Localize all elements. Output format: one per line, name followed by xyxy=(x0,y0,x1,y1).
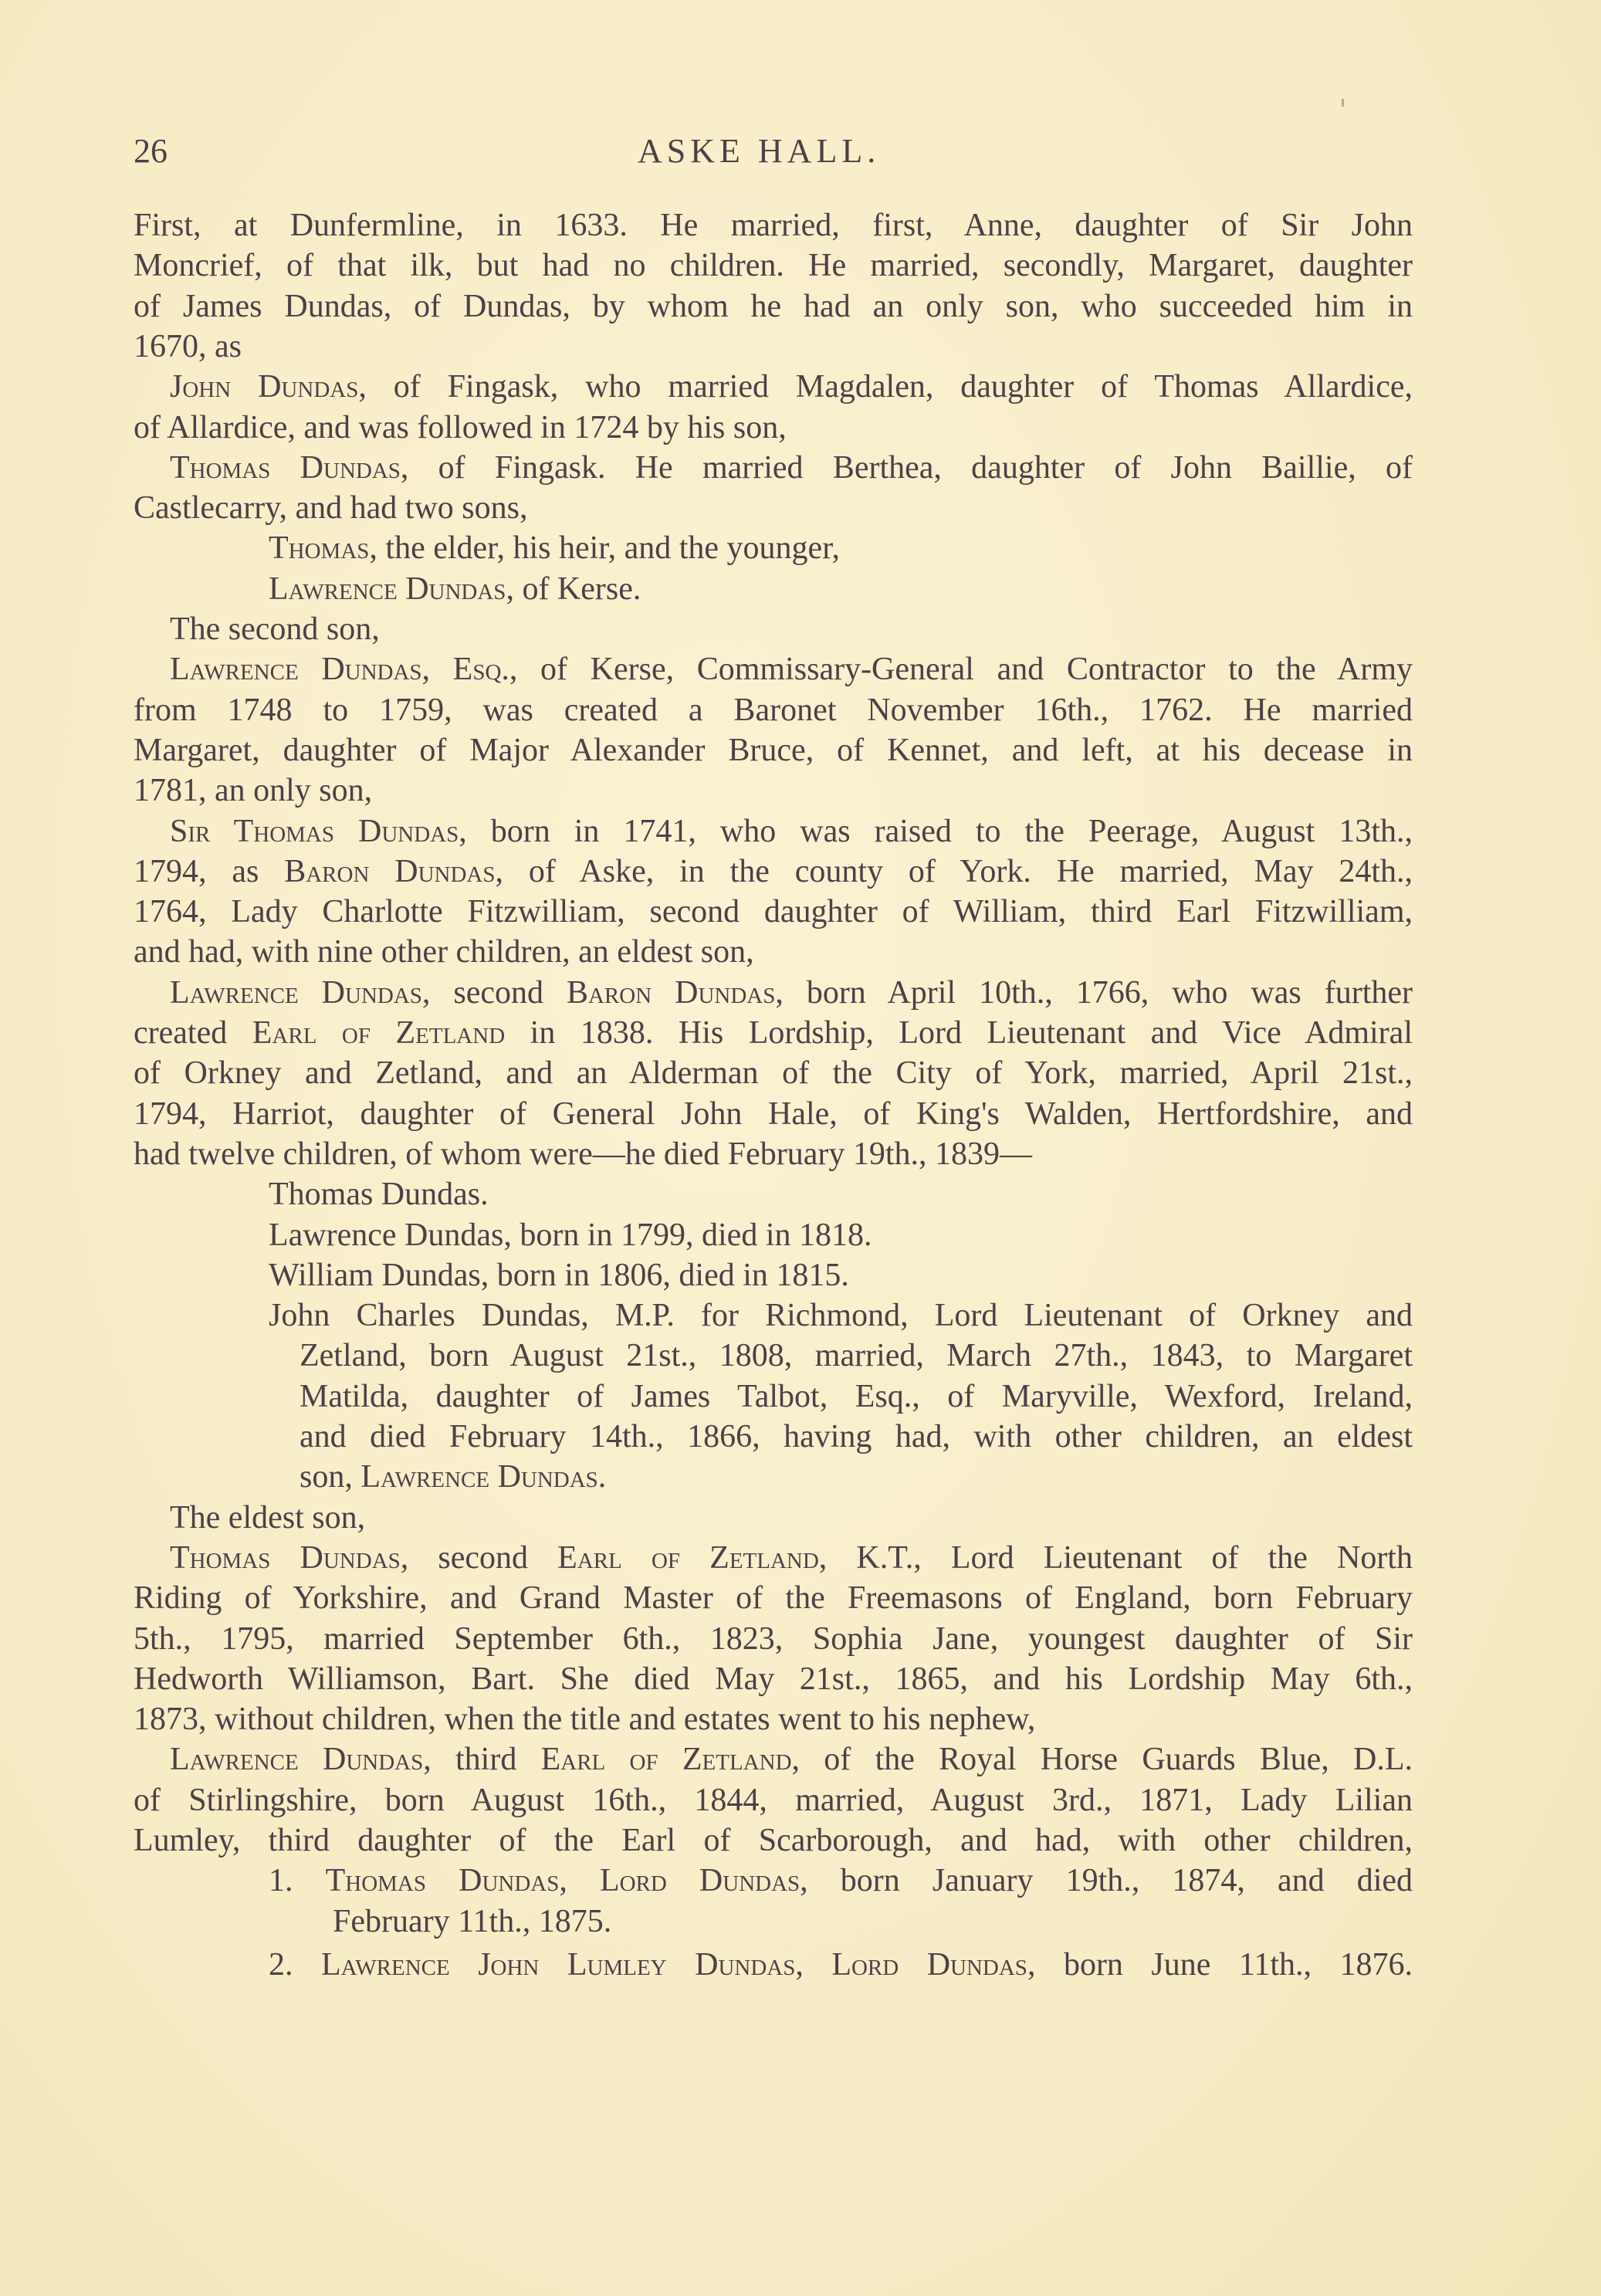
small-caps-name: Lawrence Dundas xyxy=(170,1742,424,1778)
small-caps-name: Lawrence Dundas xyxy=(269,571,506,607)
text-line xyxy=(134,690,1413,730)
text-run: 1. xyxy=(269,1863,326,1899)
small-caps-name: Baron Dundas xyxy=(566,974,776,1011)
text-run: from 1748 to 1759, was created a Baronet November 16th., 1762. He married xyxy=(134,692,1413,728)
text-line xyxy=(134,205,1413,246)
small-caps-name: Sir Thomas Dundas xyxy=(170,813,459,849)
small-caps-name: Lawrence Dundas xyxy=(170,974,422,1011)
text-line xyxy=(170,811,1413,852)
text-run: Zetland, born August 21st., 1808, married, March 27th., 1843, to Margaret xyxy=(300,1338,1413,1374)
text-run: , of Fingask, who married Magdalen, daughter of Thomas Allardice, xyxy=(358,369,1413,405)
small-caps-name: Lawrence John Lumley Dundas, Lord Dundas xyxy=(321,1946,1027,1983)
text-run: of Stirlingshire, born August 16th., 1844, married, August 3rd., 1871, Lady Lilian xyxy=(134,1782,1413,1818)
text-run: 1764, Lady Charlotte Fitzwilliam, second daughter of William, third Earl Fitzwilliam, xyxy=(134,894,1413,930)
text-run: , of Fingask. He married Berthea, daughter of John Baillie, of xyxy=(400,449,1413,486)
small-caps-name: Lawrence Dundas, Esq. xyxy=(170,652,509,688)
text-line xyxy=(134,246,1413,286)
text-line xyxy=(269,1255,1413,1295)
text-line xyxy=(269,1861,1413,1901)
small-caps-name: Lawrence Dundas xyxy=(360,1459,598,1495)
text-run: Thomas Dundas. xyxy=(269,1177,489,1213)
text-line xyxy=(170,448,1413,488)
text-run: 1873, without children, when the title and estates went to his nephew, xyxy=(134,1702,1036,1738)
text-run: Margaret, daughter of Major Alexander Bruce, of Kennet, and left, at his decease in xyxy=(134,732,1413,768)
text-line xyxy=(170,609,1413,649)
text-line xyxy=(170,1538,1413,1578)
text-line xyxy=(269,1215,1413,1255)
text-line xyxy=(134,1578,1413,1618)
text-line xyxy=(170,649,1413,689)
text-run: , second xyxy=(421,974,567,1011)
text-run: William Dundas, born in 1806, died in 1815. xyxy=(269,1257,849,1293)
text-run: of James Dundas, of Dundas, by whom he had an only son, who succeeded him in xyxy=(134,288,1413,324)
text-line xyxy=(300,1336,1413,1376)
text-run: , of Kerse, Commissary-General and Contractor to the Army xyxy=(509,652,1413,688)
small-caps-name: Earl of Zetland xyxy=(540,1742,792,1778)
text-run: Castlecarry, and had two sons, xyxy=(134,490,528,527)
text-line xyxy=(170,1739,1413,1780)
text-run: The eldest son, xyxy=(170,1499,366,1536)
text-line xyxy=(134,1820,1413,1861)
text-line xyxy=(269,569,1413,609)
small-caps-name: Earl of Zetland xyxy=(557,1539,819,1576)
text-run: 1794, as xyxy=(134,853,285,889)
text-line xyxy=(333,1901,1413,1942)
text-run: in 1838. His Lordship, Lord Lieutenant and Vice Admiral xyxy=(505,1015,1413,1051)
small-caps-name: John Dundas xyxy=(170,369,359,405)
paper-speck xyxy=(1342,99,1344,107)
text-line xyxy=(300,1457,1413,1497)
text-run: , born June 11th., 1876. xyxy=(1027,1946,1413,1983)
text-run: Hedworth Williamson, Bart. She died May 21st., 1865, and his Lordship May 6th., xyxy=(134,1661,1413,1697)
text-line xyxy=(134,408,1413,448)
text-run: Moncrief, of that ilk, but had no children. He married, secondly, Margaret, daughter xyxy=(134,248,1413,284)
text-run: 1794, Harriot, daughter of General John Hale, of King's Walden, Hertfordshire, and xyxy=(134,1096,1413,1132)
text-line xyxy=(134,1659,1413,1699)
text-line xyxy=(134,892,1413,932)
text-line xyxy=(300,1417,1413,1457)
small-caps-name: Thomas Dundas xyxy=(170,449,401,486)
text-run: 2. xyxy=(269,1946,321,1983)
text-run: Riding of Yorkshire, and Grand Master of the Freemasons of England, born February xyxy=(134,1580,1413,1617)
text-run: The second son, xyxy=(170,611,380,647)
text-run: of Orkney and Zetland, and an Alderman of the City of York, married, April 21st., xyxy=(134,1055,1413,1092)
text-run: , K.T., Lord Lieutenant of the North xyxy=(818,1539,1413,1576)
text-run: John Charles Dundas, M.P. for Richmond, Lord Lieutenant of Orkney and xyxy=(269,1298,1413,1334)
text-run: , of the Royal Horse Guards Blue, D.L. xyxy=(791,1742,1413,1778)
text-line xyxy=(134,488,1413,528)
text-run: , of Aske, in the county of York. He married, May 24th., xyxy=(495,853,1413,889)
small-caps-name: Baron Dundas xyxy=(284,853,496,889)
text-line xyxy=(170,1498,1413,1538)
small-caps-name: Thomas Dundas, Lord Dundas xyxy=(325,1863,800,1899)
text-run: 5th., 1795, married September 6th., 1823, Sophia Jane, youngest daughter of Sir xyxy=(134,1620,1413,1657)
text-line xyxy=(269,1174,1413,1214)
text-line xyxy=(134,932,1413,972)
small-caps-name: Thomas xyxy=(269,530,370,567)
text-run: Lumley, third daughter of the Earl of Scarborough, and had, with other children, xyxy=(134,1823,1413,1858)
text-line xyxy=(134,730,1413,770)
text-run: of Allardice, and was followed in 1724 by his son, xyxy=(134,409,787,445)
text-line xyxy=(134,770,1413,811)
text-run: and had, with nine other children, an eldest son, xyxy=(134,934,754,970)
text-line xyxy=(134,1053,1413,1093)
text-run: February 11th., 1875. xyxy=(333,1903,612,1939)
text-line xyxy=(134,852,1413,892)
text-run: Matilda, daughter of James Talbot, Esq., of Maryville, Wexford, Ireland, xyxy=(300,1378,1413,1414)
text-line xyxy=(170,973,1413,1013)
text-run: 1670, as xyxy=(134,328,242,364)
text-line xyxy=(269,528,1413,568)
text-run: Lawrence Dundas, born in 1799, died in 1818. xyxy=(269,1217,872,1253)
text-line xyxy=(134,1699,1413,1739)
text-line xyxy=(134,1134,1413,1174)
text-run: . xyxy=(597,1459,607,1495)
text-run: , born January 19th., 1874, and died xyxy=(800,1863,1413,1899)
text-line xyxy=(134,286,1413,327)
text-line xyxy=(300,1377,1413,1417)
text-run: First, at Dunfermline, in 1633. He married, first, Anne, daughter of Sir John xyxy=(134,208,1413,243)
text-line xyxy=(134,1619,1413,1659)
text-line xyxy=(134,1780,1413,1820)
text-run: , of Kerse. xyxy=(506,571,641,607)
text-line xyxy=(269,1295,1413,1336)
text-run: created xyxy=(134,1015,252,1051)
text-run: son, xyxy=(300,1459,361,1495)
text-run: , born in 1741, who was raised to the Peerage, August 13th., xyxy=(459,813,1413,849)
text-run: and died February 14th., 1866, having had, with other children, an eldest xyxy=(300,1419,1413,1454)
text-line xyxy=(134,327,1413,367)
small-caps-name: Thomas Dundas xyxy=(170,1539,401,1576)
text-run: , the elder, his heir, and the younger, xyxy=(369,530,841,567)
text-line xyxy=(269,1945,1413,1985)
text-run: had twelve children, of whom were—he died February 19th., 1839— xyxy=(134,1136,1033,1172)
page-number: 26 xyxy=(134,132,168,170)
text-line xyxy=(134,1013,1413,1053)
text-line xyxy=(134,1094,1413,1134)
text-run: , third xyxy=(423,1742,541,1778)
text-run: 1781, an only son, xyxy=(134,773,373,809)
text-run: , second xyxy=(400,1539,558,1576)
text-run: , born April 10th., 1766, who was further xyxy=(775,974,1413,1011)
small-caps-name: Earl of Zetland xyxy=(252,1015,506,1051)
running-title: ASKE HALL. xyxy=(638,132,881,170)
text-line xyxy=(170,367,1413,407)
